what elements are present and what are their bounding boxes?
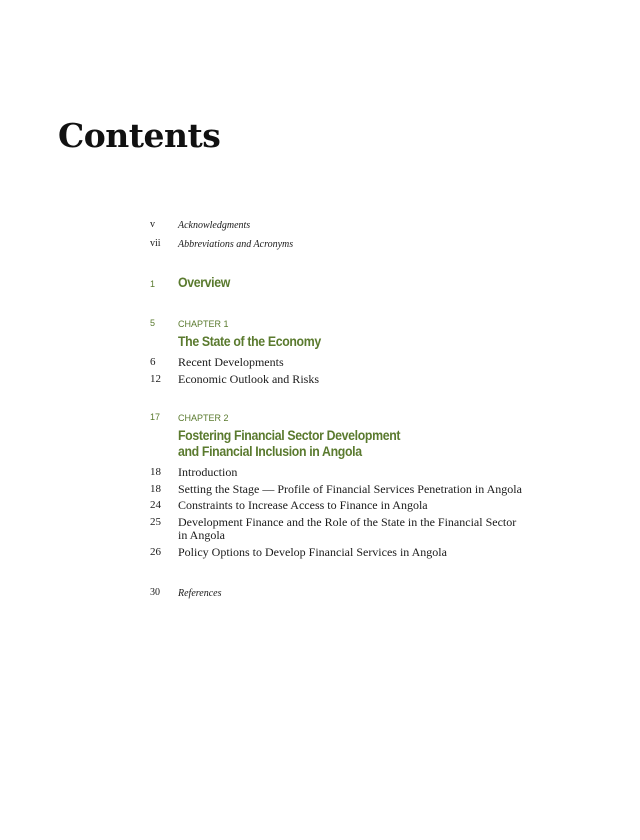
chapter-title-line-2: and Financial Inclusion in Angola: [178, 443, 362, 459]
page-number: 18: [150, 466, 161, 478]
page-number: 26: [150, 546, 161, 558]
page-number: 18: [150, 483, 161, 495]
page-number: 12: [150, 373, 161, 385]
page-number: 30: [150, 587, 160, 598]
chapter-label: CHAPTER 2: [178, 413, 229, 423]
page-number: 17: [150, 412, 161, 422]
page-number: 5: [150, 318, 156, 328]
chapter-label: CHAPTER 1: [178, 319, 229, 329]
entry-title: Acknowledgments: [178, 220, 251, 231]
page-number: 1: [150, 279, 156, 289]
page-number: v: [150, 219, 155, 230]
chapter-title-line-1: Fostering Financial Sector Development: [178, 427, 401, 443]
entry-title: Recent Developments: [178, 355, 284, 369]
entry-title: References: [178, 588, 222, 599]
entry-title: Introduction: [178, 465, 238, 479]
entry-title: Setting the Stage — Profile of Financial Services Penetration in Angola: [178, 482, 522, 496]
entry-title-line-1: Development Finance and the Role of the State in the Financial Sector: [178, 515, 517, 529]
entry-title-line-2: in Angola: [178, 528, 225, 542]
entry-title: Overview: [178, 274, 230, 290]
page-number: 6: [150, 356, 156, 368]
entry-title: Policy Options to Develop Financial Services in Angola: [178, 545, 447, 559]
entry-title: Economic Outlook and Risks: [178, 372, 319, 386]
page-number: 25: [150, 516, 161, 528]
entry-title: Constraints to Increase Access to Finance in Angola: [178, 498, 428, 512]
page-title: Contents: [58, 116, 221, 155]
chapter-title: [178, 427, 512, 459]
entry-title: [178, 516, 520, 542]
chapter-title: The State of the Economy: [178, 333, 321, 349]
page-number: 24: [150, 499, 161, 511]
page-number: vii: [150, 238, 161, 249]
entry-title: Abbreviations and Acronyms: [178, 239, 294, 250]
